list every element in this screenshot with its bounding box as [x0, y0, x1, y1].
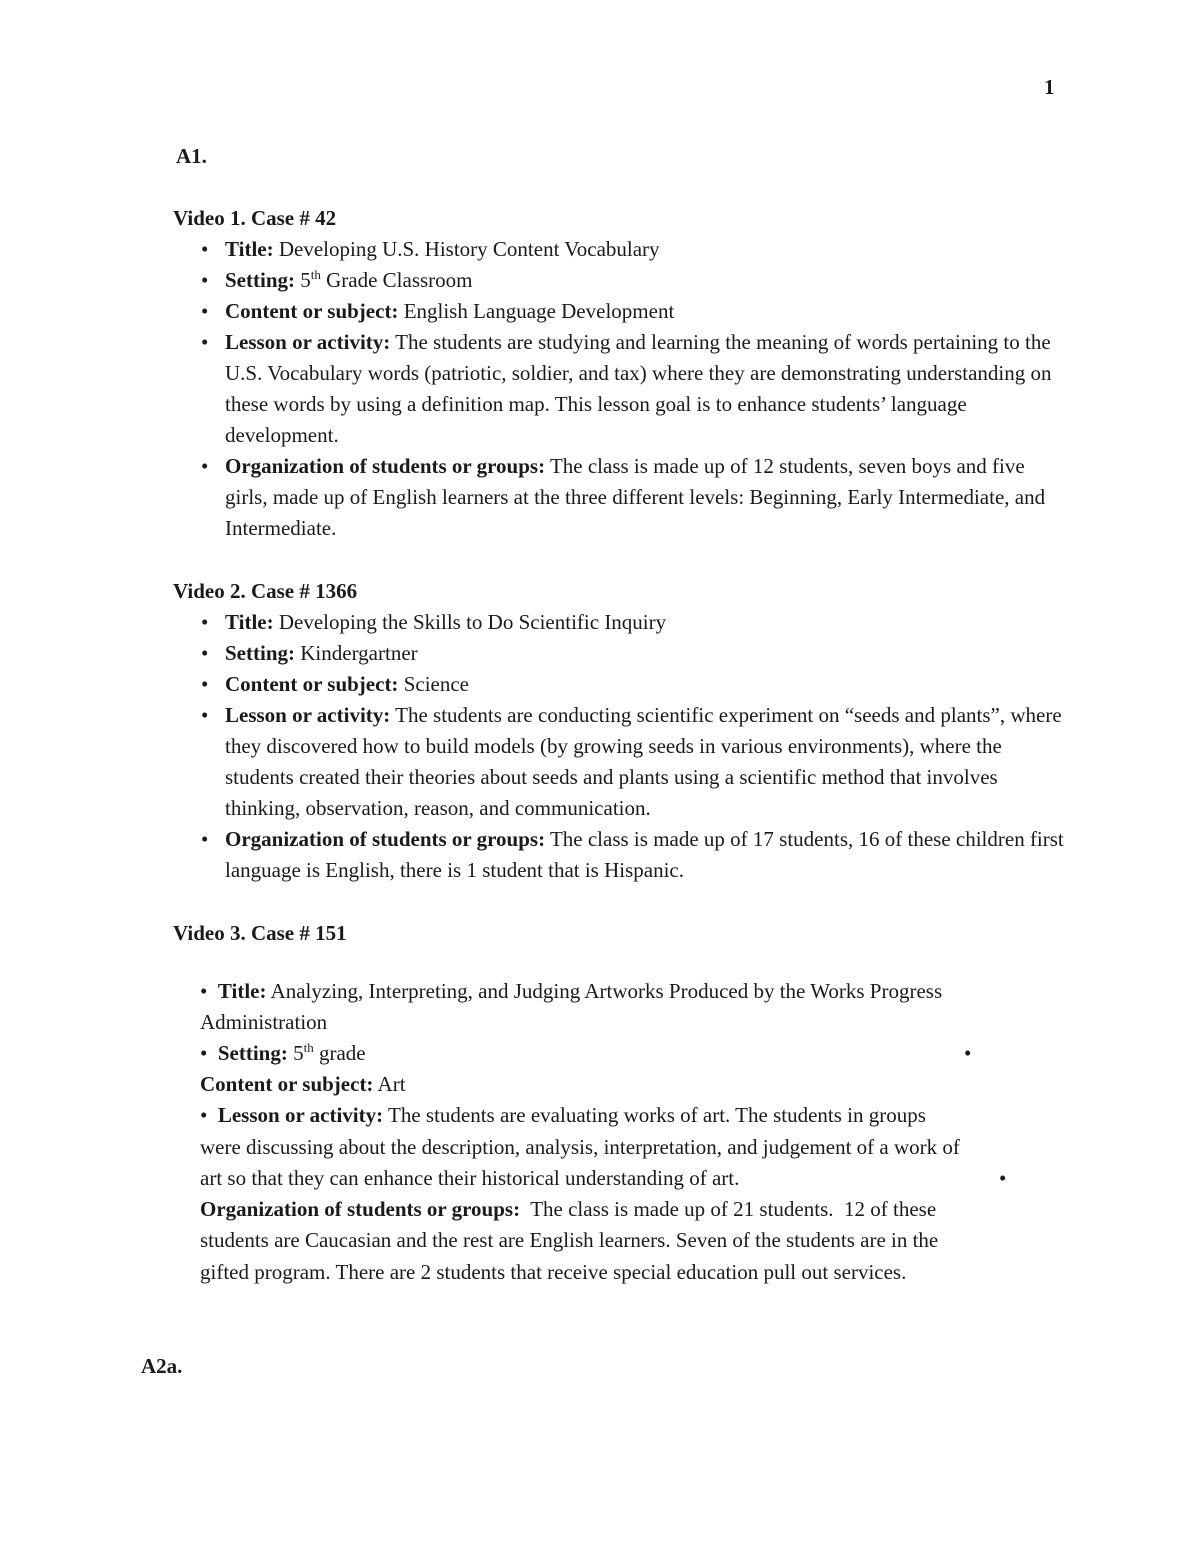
video-2-content-item: • Content or subject: Science — [199, 669, 1068, 700]
video-3-organization-line-1: Organization of students or groups: The class is made up of 21 students. 12 of these — [200, 1197, 937, 1221]
bullet-icon: • — [200, 1041, 208, 1065]
video-3-lesson-line-2: were discussing about the description, analysis, interpretation, and judgement of a work of — [200, 1135, 960, 1159]
video-3-lesson-line-3: art so that they can enhance their historical understanding of art. — [200, 1166, 740, 1190]
video-2-organization-item: • Organization of students or groups: The class is made up of 17 students, 16 of these children first language is English, there is 1 student that is Hispanic. — [199, 824, 1068, 886]
video-3-organization-line-3: gifted program. There are 2 students that receive special education pull out services. — [200, 1260, 907, 1284]
page-number: 1 — [1044, 75, 1055, 99]
video-3-title-line-2: Administration — [200, 1010, 328, 1034]
video-2-lesson-item: • Lesson or activity: The students are conducting scientific experiment on “seeds and plants”, where they discovered how to build models (by growing seeds in various environments), where the students created their theories about seeds and plants using a scientific method that involves thinking, observation, reason, and communication. — [199, 700, 1068, 824]
video-2-list — [199, 607, 1068, 886]
video-1-content-item: • Content or subject: English Language Development — [199, 296, 1068, 327]
video-3-heading: Video 3. Case # 151 — [173, 921, 347, 945]
video-1-organization-item: • Organization of students or groups: The class is made up of 12 students, seven boys and five girls, made up of English learners at the three different levels: Beginning, Early Intermediate, and Intermediate. — [199, 451, 1068, 544]
video-1-lesson-item: • Lesson or activity: The students are studying and learning the meaning of words pertaining to the U.S. Vocabulary words (patriotic, soldier, and tax) where they are demonstrating understanding on these words by using a definition map. This lesson goal is to enhance students’ language development. — [199, 327, 1068, 451]
video-1-block — [173, 203, 1068, 544]
video-2-block — [173, 576, 1068, 886]
section-a2a-heading: A2a. — [141, 1354, 183, 1378]
video-1-list — [199, 234, 1068, 544]
video-3-content-line: Content or subject: Art — [200, 1072, 406, 1096]
video-2-heading: Video 2. Case # 1366 — [173, 579, 358, 603]
video-2-setting-item: • Setting: Kindergartner — [199, 638, 1068, 669]
video-1-setting-item: • Setting: 5th Grade Classroom — [199, 265, 1068, 296]
bullet-icon: • — [200, 1103, 208, 1127]
video-1-heading: Video 1. Case # 42 — [173, 206, 337, 230]
video-1-title-item: • Title: Developing U.S. History Content Vocabulary — [199, 234, 1068, 265]
bullet-icon: • — [200, 979, 208, 1003]
video-3-setting-line: • Setting: 5th grade — [200, 1040, 366, 1065]
video-3-organization-line-2: students are Caucasian and the rest are English learners. Seven of the students are in the — [200, 1228, 939, 1252]
bullet-icon: • — [999, 1166, 1007, 1190]
bullet-icon: • — [964, 1041, 972, 1065]
video-3-title-line-1: • Title: Analyzing, Interpreting, and Judging Artworks Produced by the Works Progress — [200, 979, 943, 1003]
video-3-lesson-line-1: • Lesson or activity: The students are evaluating works of art. The students in groups — [200, 1103, 926, 1127]
section-a1-heading: A1. — [176, 144, 207, 168]
video-2-title-item: • Title: Developing the Skills to Do Scientific Inquiry — [199, 607, 1068, 638]
